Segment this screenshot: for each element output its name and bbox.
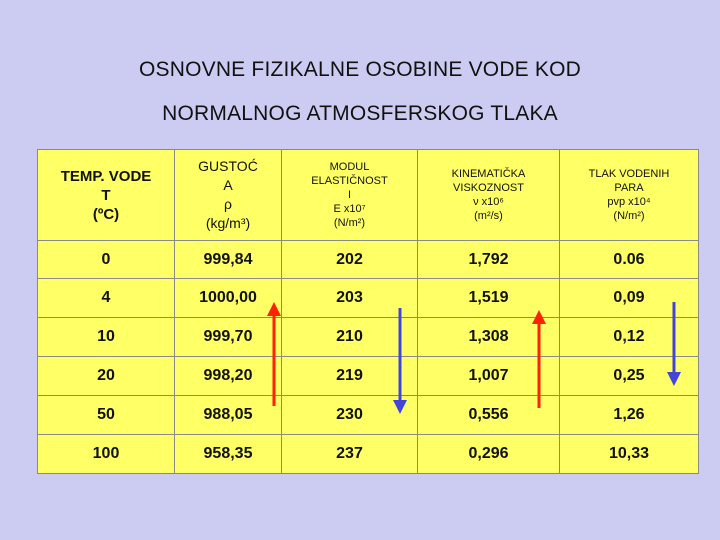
header-text: ELASTIČNOST: [311, 175, 388, 187]
cell-viskoznost: 0,556: [418, 396, 560, 435]
trend-arrow-gustoca-up-icon: [266, 300, 282, 410]
cell-viskoznost: 0,296: [418, 435, 560, 474]
header-text: ν x10⁶: [473, 196, 504, 208]
header-text: TLAK VODENIH: [588, 168, 670, 180]
header-gustoca: [175, 150, 282, 241]
header-text: pvp x10⁴: [607, 196, 651, 208]
cell-temp: 100: [38, 435, 175, 474]
cell-viskoznost: 1,519: [418, 279, 560, 318]
cell-modul: 230: [282, 396, 418, 435]
cell-tlak: 0,25: [560, 357, 699, 396]
table-row: [38, 357, 699, 396]
header-text: TEMP. VODE: [60, 167, 152, 185]
header-viskoznost: [418, 150, 560, 241]
cell-temp: 20: [38, 357, 175, 396]
header-row: [38, 150, 699, 241]
header-tlak: [560, 150, 699, 241]
table-row: [38, 318, 699, 357]
cell-gustoca: 998,20: [175, 357, 282, 396]
title-line-1: OSNOVNE FIZIKALNE OSOBINE VODE KOD: [138, 58, 582, 81]
cell-viskoznost: 1,308: [418, 318, 560, 357]
header-text: (kg/m³): [205, 215, 251, 231]
cell-temp: 10: [38, 318, 175, 357]
table-row: [38, 396, 699, 435]
cell-tlak: 0,12: [560, 318, 699, 357]
header-text: KINEMATIČKA: [451, 168, 526, 180]
cell-gustoca: 999,70: [175, 318, 282, 357]
header-modul: [282, 150, 418, 241]
header-text: T: [101, 186, 111, 204]
cell-modul: 219: [282, 357, 418, 396]
cell-gustoca: 988,05: [175, 396, 282, 435]
cell-gustoca: 999,84: [175, 241, 282, 279]
header-temp: [38, 150, 175, 241]
cell-viskoznost: 1,792: [418, 241, 560, 279]
cell-gustoca: 958,35: [175, 435, 282, 474]
trend-arrow-tlak-down-icon: [666, 300, 682, 390]
table-row: [38, 279, 699, 318]
header-text: (N/m²): [613, 210, 645, 222]
cell-tlak: 0,09: [560, 279, 699, 318]
water-properties-table: [37, 149, 699, 474]
cell-tlak: 1,26: [560, 396, 699, 435]
header-text: ρ: [224, 196, 232, 212]
header-text: E x10⁷: [333, 203, 366, 215]
title-line-2: NORMALNOG ATMOSFERSKOG TLAKA: [162, 102, 558, 125]
cell-tlak: 0.06: [560, 241, 699, 279]
header-text: (ºC): [92, 205, 120, 223]
cell-temp: 4: [38, 279, 175, 318]
header-text: GUSTOĆ: [198, 158, 258, 174]
cell-tlak: 10,33: [560, 435, 699, 474]
header-text: MODUL: [329, 161, 370, 173]
cell-modul: 237: [282, 435, 418, 474]
cell-modul: 202: [282, 241, 418, 279]
header-text: PARA: [614, 182, 644, 194]
header-text: I: [347, 189, 352, 201]
cell-temp: 50: [38, 396, 175, 435]
trend-arrow-modul-down-icon: [392, 306, 408, 418]
cell-modul: 210: [282, 318, 418, 357]
table-row: [38, 435, 699, 474]
header-text: A: [223, 177, 233, 193]
header-text: (m²/s): [474, 210, 503, 222]
cell-modul: 203: [282, 279, 418, 318]
cell-viskoznost: 1,007: [418, 357, 560, 396]
header-text: VISKOZNOST: [453, 182, 524, 194]
cell-temp: 0: [38, 241, 175, 279]
cell-gustoca: 1000,00: [175, 279, 282, 318]
header-text: (N/m²): [333, 217, 366, 229]
table-row: [38, 241, 699, 279]
trend-arrow-viskoznost-up-icon: [531, 308, 547, 412]
